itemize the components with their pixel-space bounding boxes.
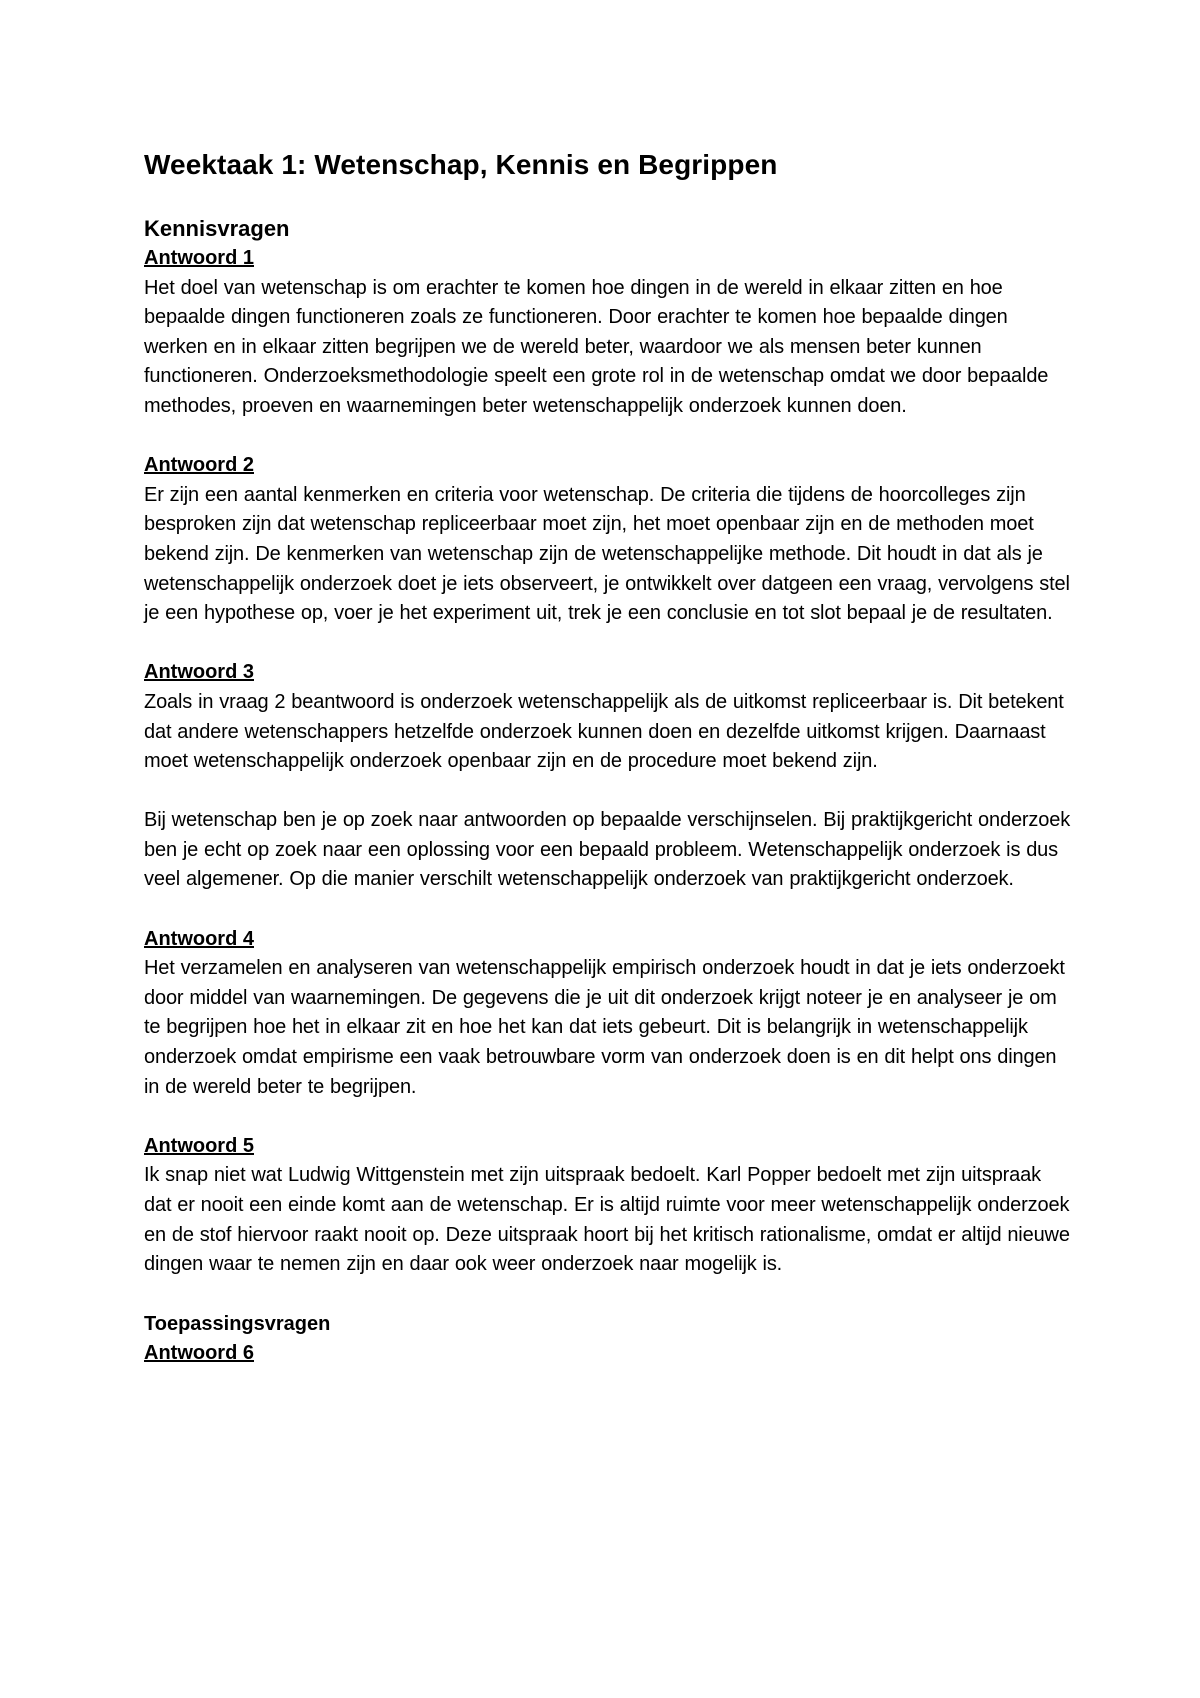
answer-heading: Antwoord 3	[144, 661, 254, 684]
answer-heading: Antwoord 5	[144, 1134, 254, 1157]
answer-heading: Antwoord 2	[144, 454, 254, 477]
answer-paragraph: Ik snap niet wat Ludwig Wittgenstein met zijn uitspraak bedoelt. Karl Popper bedoelt met zijn uitspraak dat er nooit een einde komt aan de wetenschap. Er is altijd ruimte voor meer wetenschappelijk onderzoek en de stof hiervoor raakt nooit op. Deze uitspraak hoort bij het kritisch rationalisme, omdat er altijd nieuwe dingen waar te nemen zijn en daar ook weer onderzoek naar mogelijk is.	[144, 1164, 1070, 1276]
spacer	[144, 895, 1074, 925]
answer-4	[144, 925, 1074, 1103]
spacer	[144, 777, 1074, 807]
spacer	[144, 422, 1074, 452]
answer-paragraph: Zoals in vraag 2 beantwoord is onderzoek wetenschappelijk als de uitkomst repliceerbaar is. Dit betekent dat andere wetenschappers hetzelfde onderzoek kunnen doen en dezelfde uitkomst krijgen. Daarnaast moet wetenschappelijk onderzoek openbaar zijn en de procedure moet bekend zijn.	[144, 690, 1064, 773]
spacer	[144, 629, 1074, 659]
answer-paragraph: Bij wetenschap ben je op zoek naar antwoorden op bepaalde verschijnselen. Bij praktijkgericht onderzoek ben je echt op zoek naar een oplossing voor een bepaald probleem. Wetenschappelijk onderzoek is dus veel algemener. Op die manier verschilt wetenschappelijk onderzoek van praktijkgericht onderzoek.	[144, 809, 1071, 891]
spacer	[144, 1280, 1074, 1310]
answer-paragraph: Het verzamelen en analyseren van wetenschappelijk empirisch onderzoek houdt in dat je iets onderzoekt door middel van waarnemingen. De gegevens die je uit dit onderzoek krijgt noteer je en analyseer je om te begrijpen hoe het in elkaar zit en hoe het kan dat iets gebeurt. Dit is belangrijk in wetenschappelijk onderzoek omdat empirisme een vaak betrouwbare vorm van onderzoek doen is en dit helpt ons dingen in de wereld beter te begrijpen.	[144, 957, 1065, 1098]
section-heading-kennisvragen: Kennisvragen	[144, 216, 290, 241]
answer-heading: Antwoord 4	[144, 927, 254, 950]
answer-paragraph: Er zijn een aantal kenmerken en criteria voor wetenschap. De criteria die tijdens de hoorcolleges zijn besproken zijn dat wetenschap repliceerbaar moet zijn, het moet openbaar zijn en de methoden moet bekend zijn. De kenmerken van wetenschap zijn de wetenschappelijke methode. Dit houdt in dat als je wetenschappelijk onderzoek doet je iets observeert, je ontwikkelt over datgeen een vraag, vervolgens stel je een hypothese op, voer je het experiment uit, trek je een conclusie en tot slot bepaal je de resultaten.	[144, 483, 1070, 625]
section-heading-toepassingsvragen: Toepassingsvragen	[144, 1313, 331, 1336]
document-page	[144, 148, 1074, 1369]
answer-heading: Antwoord 6	[144, 1342, 254, 1365]
answer-3	[144, 658, 1074, 895]
answer-paragraph: Het doel van wetenschap is om erachter te komen hoe dingen in de wereld in elkaar zitten en hoe bepaalde dingen functioneren zoals ze functioneren. Door erachter te komen hoe bepaalde dingen werken en in elkaar zitten begrijpen we de wereld beter, waardoor we als mensen beter kunnen functioneren. Onderzoeksmethodologie speelt een grote rol in de wetenschap omdat we door bepaalde methodes, proeven en waarnemingen beter wetenschappelijk onderzoek kunnen doen.	[144, 276, 1049, 417]
answer-6	[144, 1339, 1074, 1369]
spacer	[144, 1102, 1074, 1132]
answer-heading: Antwoord 1	[144, 247, 254, 269]
answer-5	[144, 1132, 1074, 1280]
answer-2	[144, 451, 1074, 629]
answer-1	[144, 244, 1074, 422]
document-title: Weektaak 1: Wetenschap, Kennis en Begrippen	[144, 149, 778, 180]
